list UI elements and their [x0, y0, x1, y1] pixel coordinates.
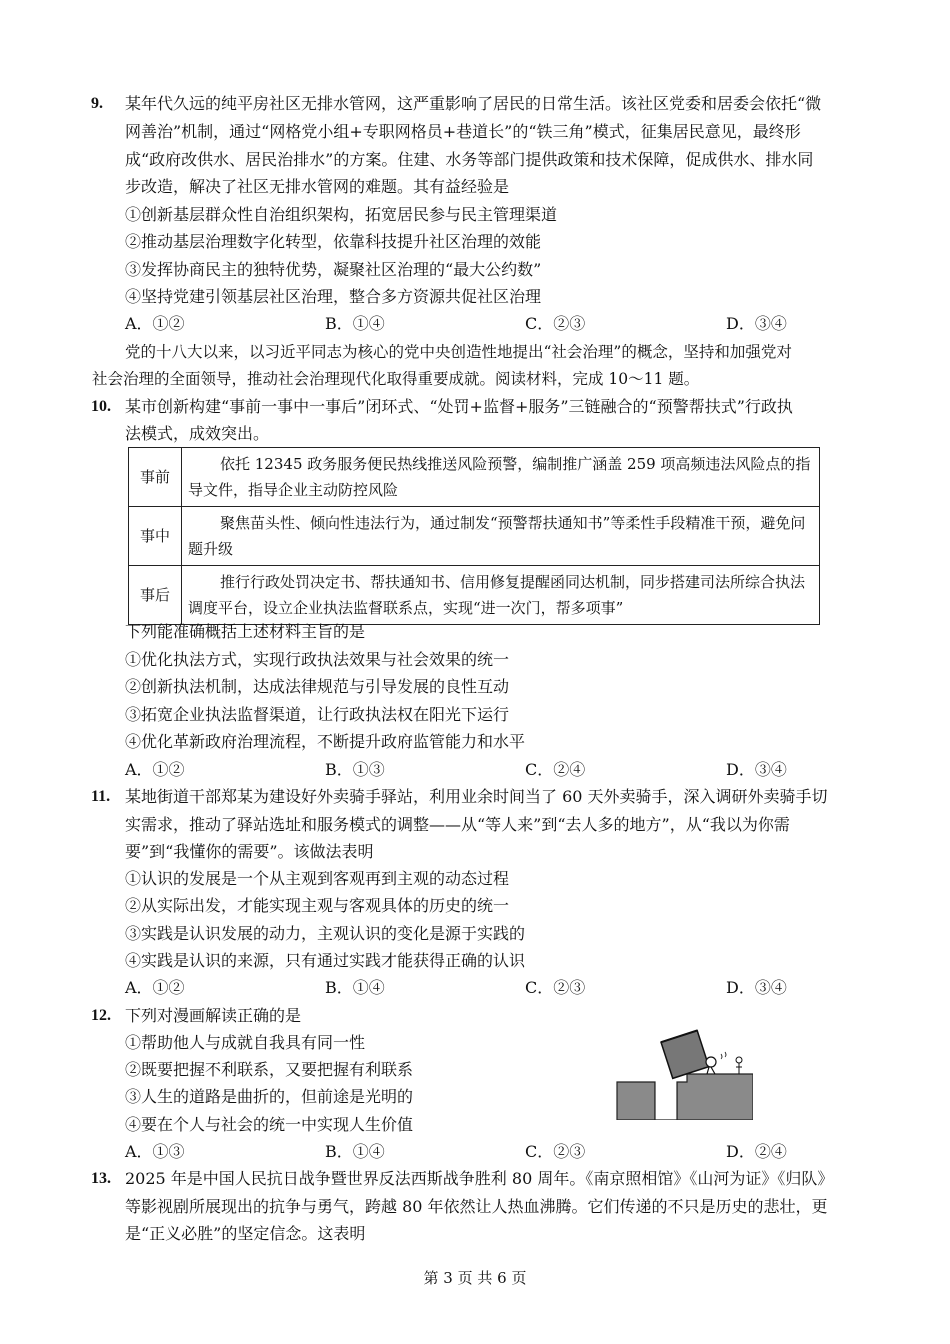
- table-row: [129, 448, 820, 507]
- cartoon-figure-head: [736, 1057, 742, 1063]
- question-number: 13.: [91, 1170, 111, 1187]
- material-text: 社会治理的全面领导，推动社会治理现代化取得重要成就。阅读材料，完成 10～11 题。: [92, 370, 700, 388]
- statement: ④优化革新政府治理流程，不断提升政府监管能力和水平: [125, 732, 526, 751]
- question-text: 某市创新构建“事前一事中一事后”闭环式、“处罚+监督+服务”三链融合的“预警帮扶式”行政执: [125, 397, 793, 416]
- statement: ③发挥协商民主的独特优势，凝聚社区治理的“最大公约数”: [125, 260, 542, 279]
- statement: ②推动基层治理数字化转型，依靠科技提升社区治理的效能: [125, 232, 542, 251]
- table-row-content: 聚焦苗头性、倾向性违法行为，通过制发“预警帮扶通知书”等柔性手段精准干预，避免问题升级: [182, 507, 820, 566]
- table-row-head: 事中: [129, 507, 182, 566]
- cartoon-gap: [655, 1082, 677, 1120]
- option-d[interactable]: D．③④: [726, 760, 787, 779]
- question-text: 要”到“我懂你的需要”。该做法表明: [125, 842, 374, 861]
- question-text: 实需求，推动了驿站选址和服务模式的调整——从“等人来”到“去人多的地方”，从“我以为你需: [125, 815, 790, 834]
- option-c[interactable]: C．②③: [525, 978, 586, 997]
- option-d[interactable]: D．③④: [726, 978, 787, 997]
- page-footer: 第 3 页 共 6 页: [423, 1269, 527, 1287]
- question-text: 是“正义必胜”的坚定信念。这表明: [125, 1224, 366, 1243]
- option-a[interactable]: A．①②: [125, 314, 185, 333]
- material-text: 党的十八大以来，以习近平同志为核心的党中央创造性地提出“社会治理”的概念，坚持和加强党对: [125, 343, 792, 361]
- cartoon-ground-left: [617, 1082, 655, 1120]
- option-d[interactable]: D．②④: [726, 1142, 787, 1161]
- statement: ①创新基层群众性自治组织架构，拓宽居民参与民主管理渠道: [125, 205, 558, 224]
- question-number: 10.: [91, 398, 111, 415]
- cartoon-sweat-marks: [721, 1052, 726, 1059]
- option-b[interactable]: B．①④: [325, 314, 385, 333]
- statement: ①优化执法方式，实现行政执法效果与社会效果的统一: [125, 650, 510, 669]
- option-a[interactable]: A．①②: [125, 978, 185, 997]
- table-row: [129, 566, 820, 625]
- table-row: [129, 507, 820, 566]
- question-number: 12.: [91, 1007, 111, 1024]
- question-text: 等影视剧所展现出的抗争与勇气，跨越 80 年依然让人热血沸腾。它们传递的不只是历史的悲壮，更: [125, 1197, 828, 1216]
- table-row-content: 推行行政处罚决定书、帮扶通知书、信用修复提醒函同达机制，同步搭建司法所综合执法调度平台，设立企业执法监督联系点，实现“进一次门，帮多项事”: [182, 566, 820, 625]
- question-prompt: 下列能准确概括上述材料主旨的是: [125, 622, 366, 641]
- question-text: 网善治”机制，通过“网格党小组+专职网格员+巷道长”的“铁三角”模式，征集居民意见，最终形: [125, 122, 801, 141]
- table-row-content: 依托 12345 政务服务便民热线推送风险预警，编制推广涵盖 259 项高频违法风险点的指导文件，指导企业主动防控风险: [182, 448, 820, 507]
- question-text: 法模式，成效突出。: [125, 424, 270, 443]
- cartoon-box: [661, 1030, 709, 1078]
- question-text: 某年代久远的纯平房社区无排水管网，这严重影响了居民的日常生活。该社区党委和居委会依托“微: [125, 94, 822, 113]
- statement: ④要在个人与社会的统一中实现人生价值: [125, 1115, 414, 1134]
- option-b[interactable]: B．①③: [325, 760, 385, 779]
- question-text: 下列对漫画解读正确的是: [125, 1006, 302, 1025]
- option-a[interactable]: A．①②: [125, 760, 185, 779]
- statement: ③实践是认识发展的动力，主观认识的变化是源于实践的: [125, 924, 526, 943]
- option-a[interactable]: A．①③: [125, 1142, 185, 1161]
- table-row-head: 事后: [129, 566, 182, 625]
- statement: ②从实际出发，才能实现主观与客观具体的历史的统一: [125, 896, 510, 915]
- statement: ④坚持党建引领基层社区治理，整合多方资源共促社区治理: [125, 287, 542, 306]
- question-number: 11.: [91, 788, 111, 805]
- option-b[interactable]: B．①④: [325, 978, 385, 997]
- enforcement-table: [128, 447, 820, 625]
- cartoon-illustration: [615, 1022, 753, 1120]
- question-text: 某地街道干部郑某为建设好外卖骑手驿站，利用业余时间当了 60 天外卖骑手，深入调研外卖骑手切: [125, 787, 828, 806]
- option-d[interactable]: D．③④: [726, 314, 787, 333]
- option-c[interactable]: C．②④: [525, 760, 586, 779]
- statement: ④实践是认识的来源，只有通过实践才能获得正确的认识: [125, 951, 526, 970]
- statement: ②创新执法机制，达成法律规范与引导发展的良性互动: [125, 677, 510, 696]
- statement: ③拓宽企业执法监督渠道，让行政执法权在阳光下运行: [125, 705, 510, 724]
- statement: ③人生的道路是曲折的，但前途是光明的: [125, 1087, 414, 1106]
- question-text: 步改造，解决了社区无排水管网的难题。其有益经验是: [125, 177, 510, 196]
- statement: ②既要把握不利联系，又要把握有利联系: [125, 1060, 414, 1079]
- cartoon-person-head: [706, 1057, 716, 1067]
- statement: ①认识的发展是一个从主观到客观再到主观的动态过程: [125, 869, 510, 888]
- cartoon-ground-right: [677, 1074, 753, 1120]
- option-c[interactable]: C．②③: [525, 1142, 586, 1161]
- option-c[interactable]: C．②③: [525, 314, 586, 333]
- question-text: 2025 年是中国人民抗日战争暨世界反法西斯战争胜利 80 周年。《南京照相馆》《山河为证》《归队》: [125, 1169, 834, 1188]
- question-number: 9.: [91, 95, 103, 112]
- statement: ①帮助他人与成就自我具有同一性: [125, 1033, 366, 1052]
- option-b[interactable]: B．①④: [325, 1142, 385, 1161]
- question-text: 成“政府改供水、居民治排水”的方案。住建、水务等部门提供政策和技术保障，促成供水、排水同: [125, 150, 814, 169]
- cartoon-figure-body: [736, 1063, 742, 1074]
- table-row-head: 事前: [129, 448, 182, 507]
- cartoon-person-body: [707, 1067, 715, 1074]
